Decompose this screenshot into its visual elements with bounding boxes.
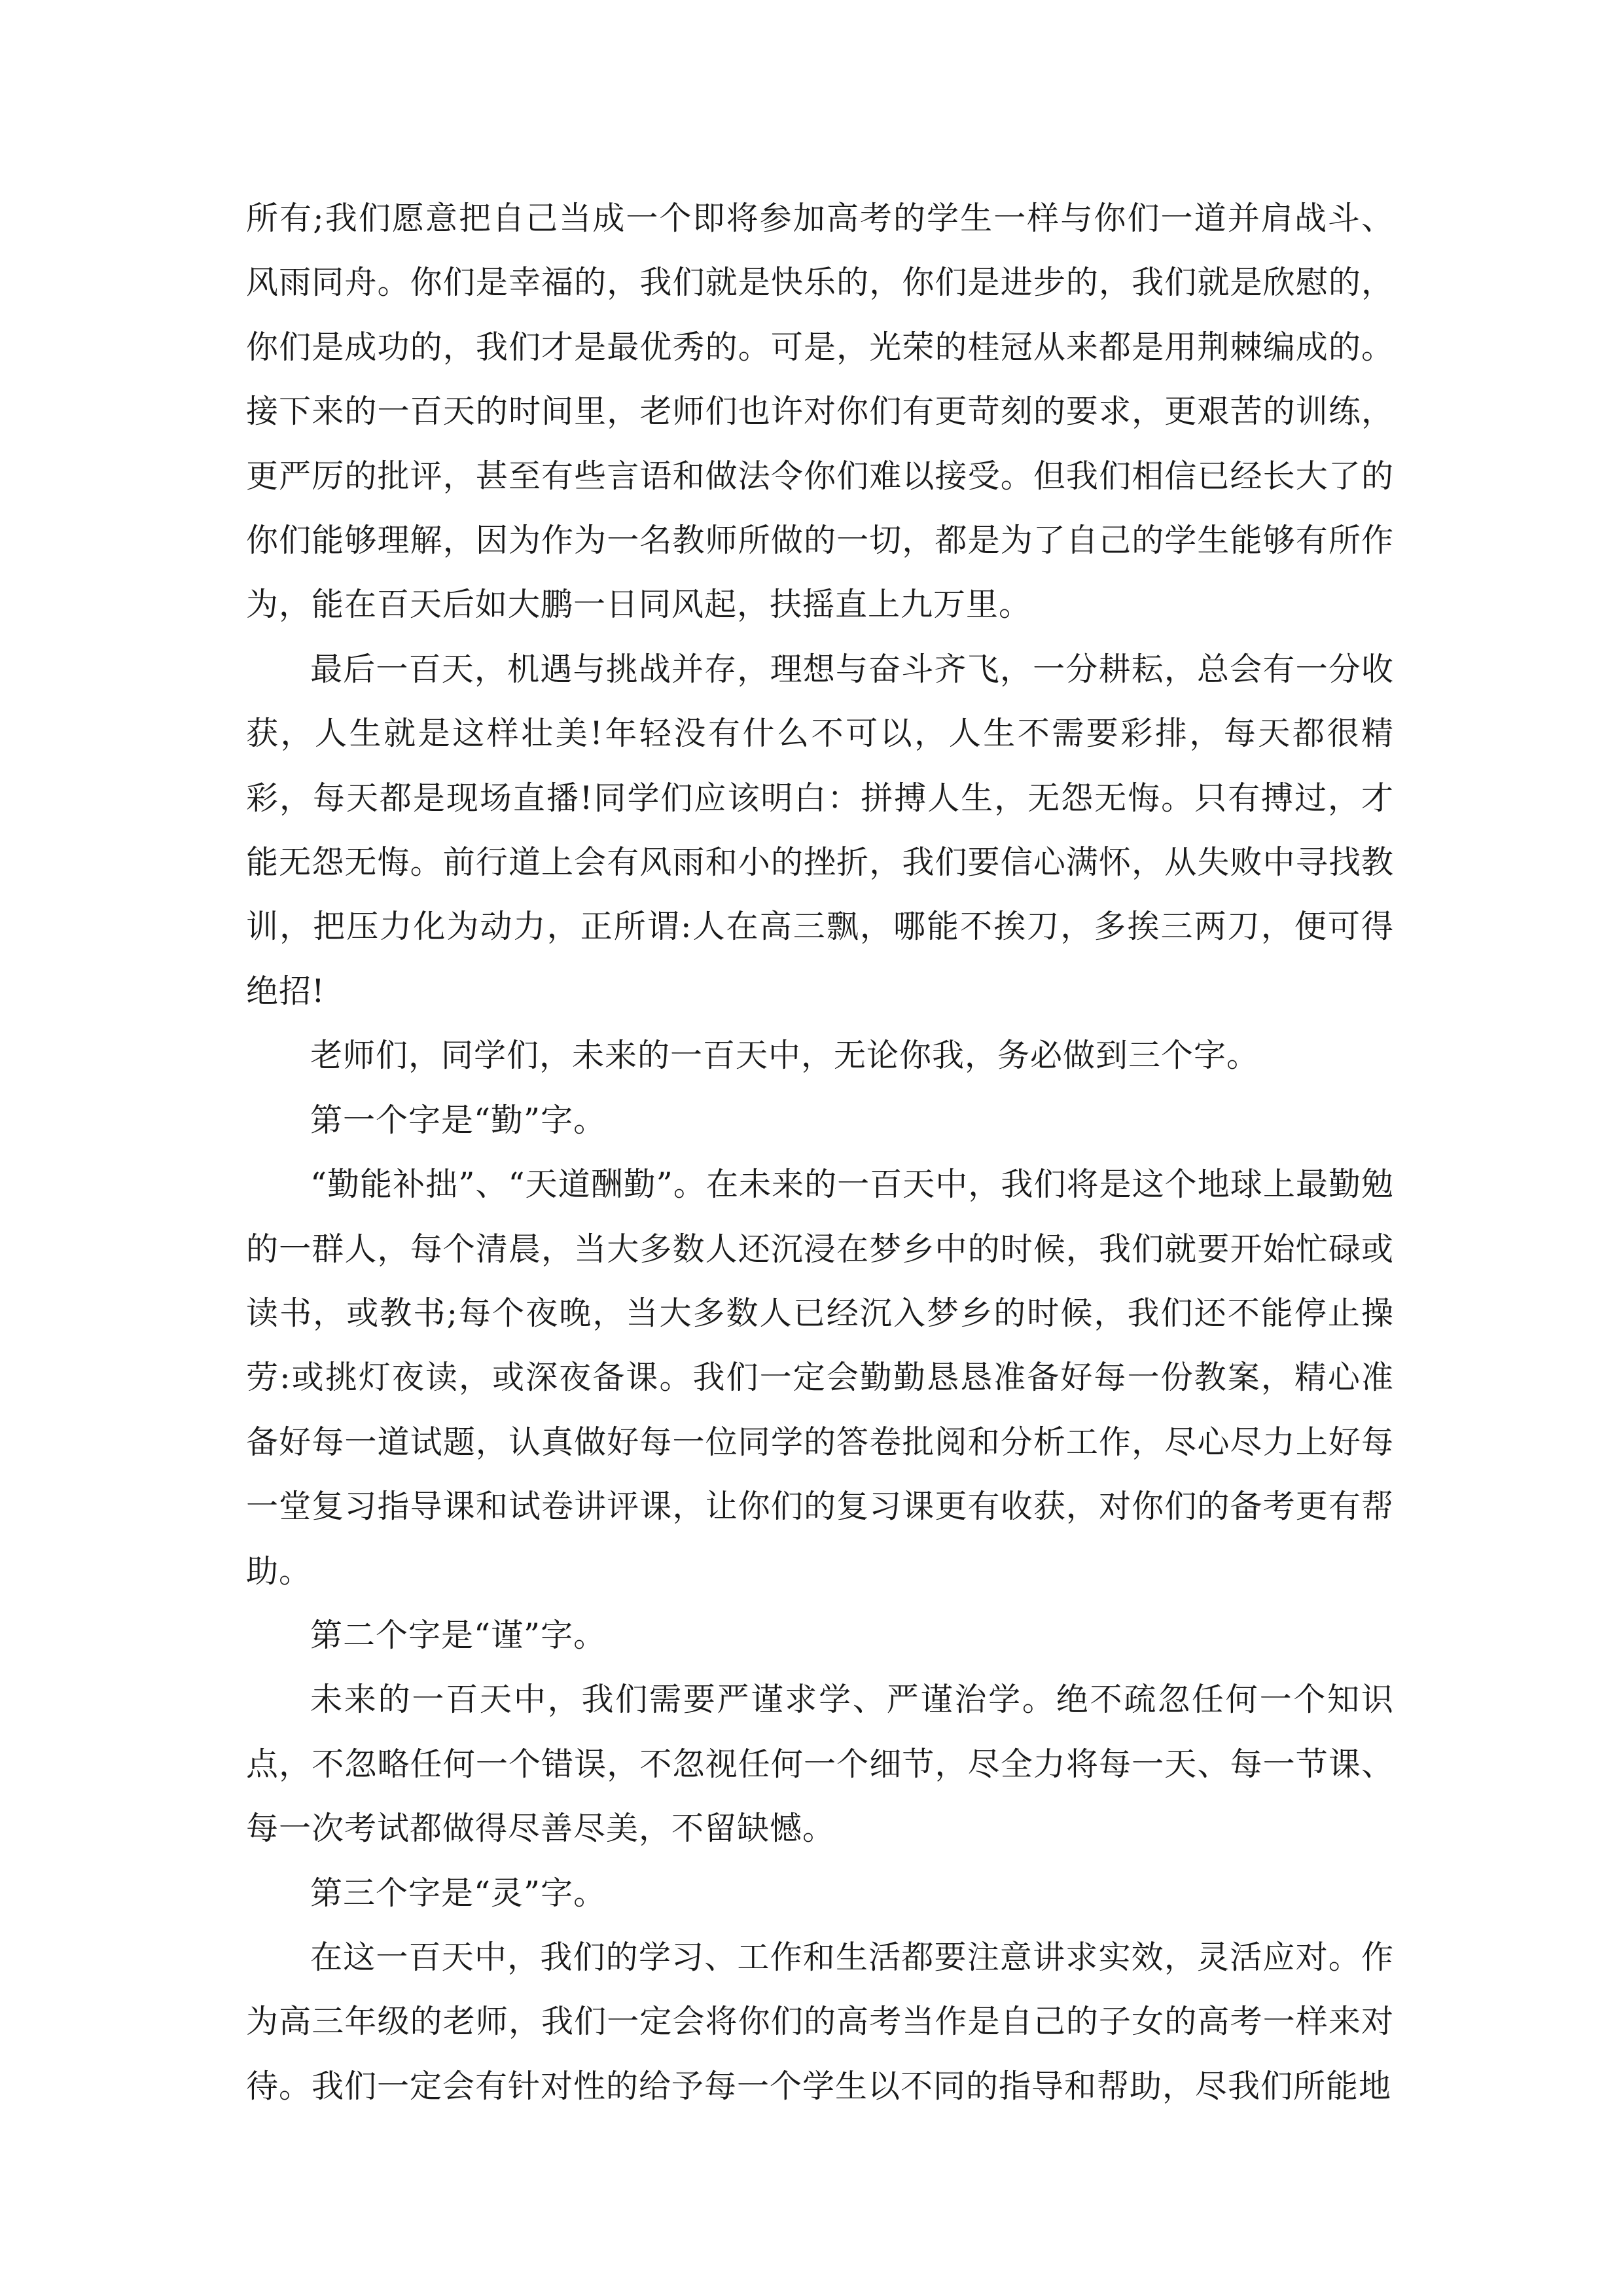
- paragraph-three-words-intro: 老师们，同学们，未来的一百天中，无论你我，务必做到三个字。: [310, 1037, 1260, 1075]
- heading-second-word: 第二个字是“谨”字。: [310, 1616, 607, 1654]
- document-body: [246, 187, 1394, 2119]
- paragraph-rigor: 未来的一百天中，我们需要严谨求学、严谨治学。绝不疏忽任何一个知识点，不忽略任何一个错误，不忽视任何一个细节，尽全力将每一天、每一节课、每一次考试都做得尽善尽美，不留缺憾。: [246, 1681, 1394, 1848]
- paragraph-last-hundred-days: 最后一百天，机遇与挑战并存，理想与奋斗齐飞，一分耕耘，总会有一分收获，人生就是这样壮美!年轻没有什么不可以，人生不需要彩排，每天都很精彩，每天都是现场直播!同学们应该明白：拼搏人生，无怨无悔。只有搏过，才能无怨无悔。前行道上会有风雨和小的挫折，我们要信心满怀，从失败中寻找教训，把压力化为动力，正所谓:人在高三飘，哪能不挨刀，多挨三两刀，便可得绝招!: [246, 650, 1394, 1010]
- paragraph-continuation: 所有;我们愿意把自己当成一个即将参加高考的学生一样与你们一道并肩战斗、风雨同舟。你们是幸福的，我们就是快乐的，你们是进步的，我们就是欣慰的，你们是成功的，我们才是最优秀的。可是，光荣的桂冠从来都是用荆棘编成的。接下来的一百天的时间里，老师们也许对你们有更苛刻的要求，更艰苦的训练，更严厉的批评，甚至有些言语和做法令你们难以接受。但我们相信已经长大了的你们能够理解，因为作为一名教师所做的一切，都是为了自己的学生能够有所作为，能在百天后如大鹏一日同风起，扶摇直上九万里。: [246, 200, 1394, 624]
- paragraph-flexibility: 在这一百天中，我们的学习、工作和生活都要注意讲求实效，灵活应对。作为高三年级的老师，我们一定会将你们的高考当作是自己的子女的高考一样来对待。我们一定会有针对性的给予每一个学生以不同的指导和帮助，尽我们所能地: [246, 1938, 1394, 2105]
- heading-third-word: 第三个字是“灵”字。: [310, 1874, 607, 1912]
- paragraph-diligence: “勤能补拙”、“天道酬勤”。在未来的一百天中，我们将是这个地球上最勤勉的一群人，每个清晨，当大多数人还沉浸在梦乡中的时候，我们就要开始忙碌或读书，或教书;每个夜晚，当大多数人已经沉入梦乡的时候，我们还不能停止操劳:或挑灯夜读，或深夜备课。我们一定会勤勤恳恳准备好每一份教案，精心准备好每一道试题，认真做好每一位同学的答卷批阅和分析工作，尽心尽力上好每一堂复习指导课和试卷讲评课，让你们的复习课更有收获，对你们的备考更有帮助。: [246, 1166, 1394, 1590]
- heading-first-word: 第一个字是“勤”字。: [310, 1101, 607, 1139]
